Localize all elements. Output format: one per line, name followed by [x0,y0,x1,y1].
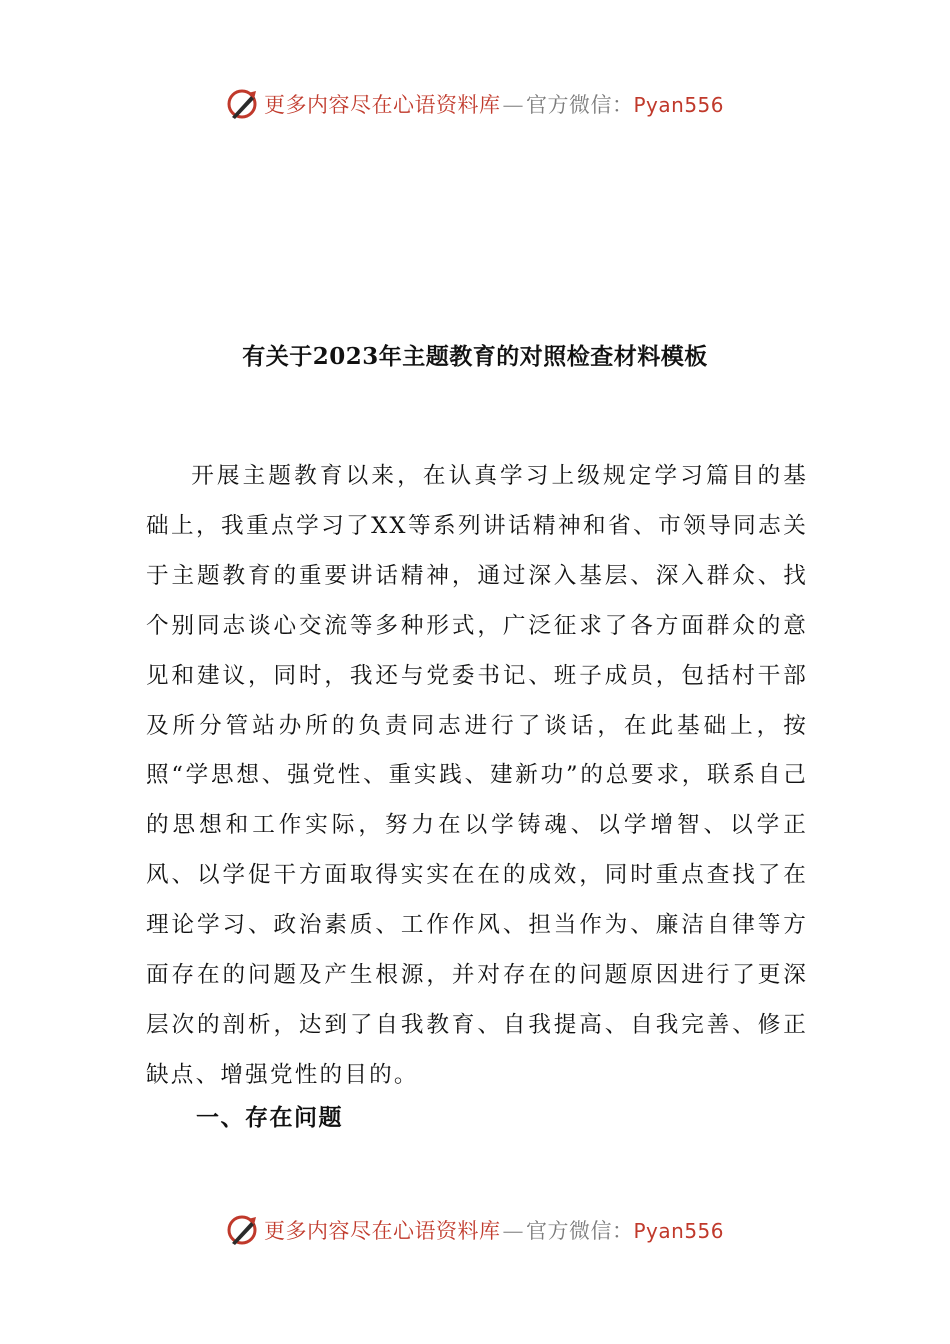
banner-wechat-id: Pyan556 [633,1219,724,1243]
banner-dash: — [502,1219,524,1243]
banner-site-text: 更多内容尽在心语资料库 [263,93,501,117]
pen-nib-circle-icon [226,87,260,121]
section-heading: 一、存在问题 [196,1104,343,1131]
document-title: 有关于2023年主题教育的对照检查材料模板 [242,343,708,370]
banner-dash: — [502,93,524,117]
banner-official-label: 官方微信： [525,93,634,117]
footer-banner [0,1210,950,1250]
banner-wechat-id: Pyan556 [633,93,724,117]
header-banner [0,84,950,124]
banner-official-label: 官方微信： [525,1219,634,1243]
banner-site-text: 更多内容尽在心语资料库 [263,1219,501,1243]
body-paragraph: 开展主题教育以来，在认真学习上级规定学习篇目的基础上，我重点学习了XX等系列讲话精神和省、市领导同志关于主题教育的重要讲话精神，通过深入基层、深入群众、找个别同志谈心交流等多种形式，广泛征求了各方面群众的意见和建议，同时，我还与党委书记、班子成员，包括村干部及所分管站办所的负责同志进行了谈话，在此基础上，按照“学思想、强党性、重实践、建新功”的总要求，联系自己的思想和工作实际，努力在以学铸魂、以学增智、以学正风、以学促干方面取得实实在在的成效，同时重点查找了在理论学习、政治素质、工作作风、担当作为、廉洁自律等方面存在的问题及产生根源，并对存在的问题原因进行了更深层次的剖析，达到了自我教育、自我提高、自我完善、修正缺点、增强党性的目的。 [146,463,808,1088]
banner-text [264,1215,724,1245]
pen-nib-circle-icon [226,1213,260,1247]
banner-text [264,89,724,119]
